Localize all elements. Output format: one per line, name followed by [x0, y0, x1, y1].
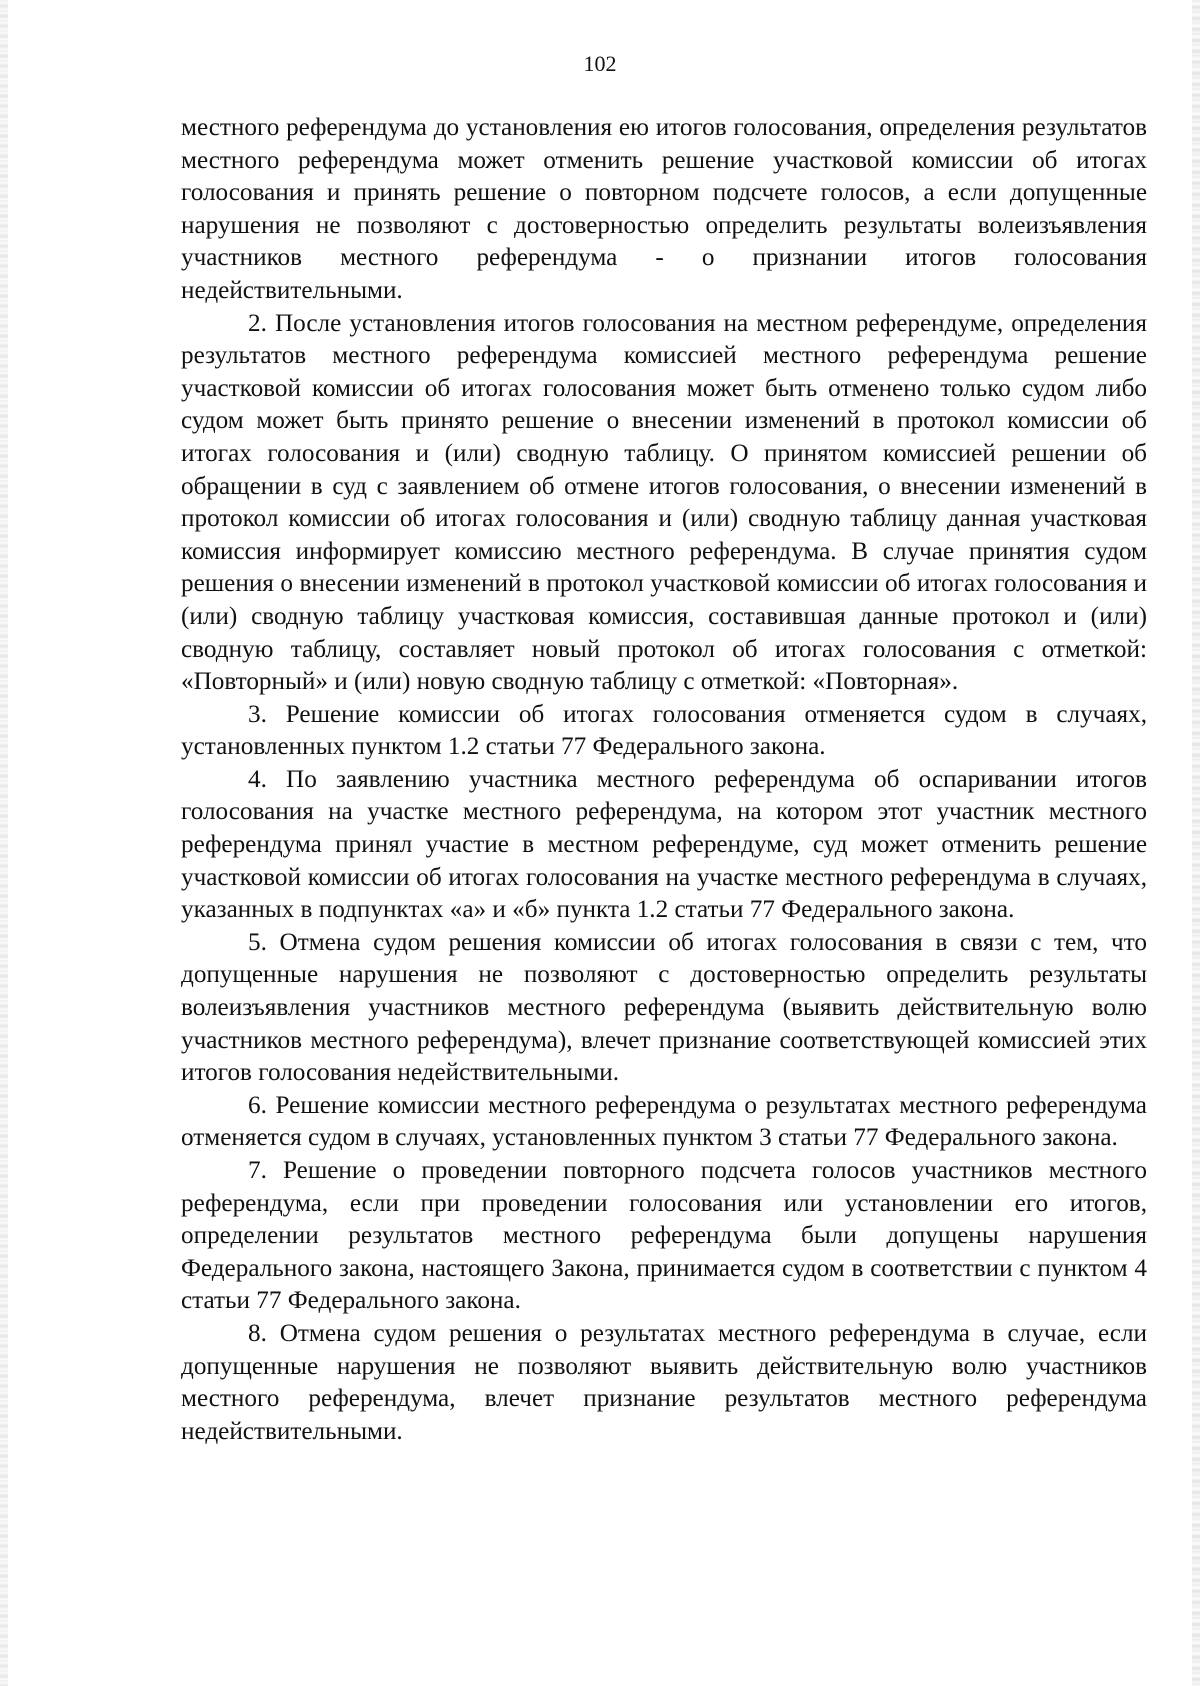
paragraph-continuation: местного референдума до установления ею итогов голосования, определения результатов местного референдума может отменить решение участковой комиссии об итогах голосования и принять решение о повторном подсчете голосов, а если допущенные нарушения не позволяют с достоверностью определить результаты волеизъявления участников местного референдума - о признании итогов голосования недействительными. — [181, 114, 1147, 304]
paragraph-7: 7. Решение о проведении повторного подсчета голосов участников местного референдума, если при проведении голосования или установлении его итогов, определении результатов местного референдума были допущены нарушения Федерального закона, настоящего Закона, принимается судом в соответствии с пунктом 4 статьи 77 Федерального закона. — [181, 1157, 1147, 1315]
paragraph-6: 6. Решение комиссии местного референдума о результатах местного референдума отменяется судом в случаях, установленных пунктом 3 статьи 77 Федерального закона. — [181, 1091, 1147, 1152]
page-number: 102 — [583, 51, 617, 76]
scan-right-edge — [1192, 0, 1200, 1686]
paragraph-5: 5. Отмена судом решения комиссии об итогах голосования в связи с тем, что допущенные нарушения не позволяют с достоверностью определить результаты волеизъявления участников местного референдума (выявить действительную волю участников местного референдума), влечет признание соответствующей комиссией этих итогов голосования недействительными. — [181, 928, 1147, 1087]
paragraph-8: 8. Отмена судом решения о результатах местного референдума в случае, если допущенные нарушения не позволяют выявить действительную волю участников местного референдума, влечет признание результатов местного референдума недействительными. — [181, 1319, 1147, 1445]
paragraph-2: 2. После установления итогов голосования на местном референдуме, определения результатов местного референдума комиссией местного референдума решение участковой комиссии об итогах голосования может быть отменено только судом либо судом может быть принято решение о внесении изменений в протокол комиссии об итогах голосования и (или) сводную таблицу. О принятом комиссией решении об обращении в суд с заявлением об отмене итогов голосования, о внесении изменений в протокол комиссии об итогах голосования и (или) сводную таблицу данная участковая комиссия информирует комиссию местного референдума. В случае принятия судом решения о внесении изменений в протокол участковой комиссии об итогах голосования и (или) сводную таблицу участковая комиссия, составившая данные протокол и (или) сводную таблицу, составляет новый протокол об итогах голосования с отметкой: «Повторный» и (или) новую сводную таблицу с отметкой: «Повторная». — [181, 309, 1147, 696]
document-body — [181, 112, 1147, 1448]
paragraph-4: 4. По заявлению участника местного референдума об оспаривании итогов голосования на участке местного референдума, на котором этот участник местного референдума принял участие в местном референдуме, суд может отменить решение участковой комиссии об итогах голосования на участке местного референдума в случаях, указанных в подпунктах «а» и «б» пункта 1.2 статьи 77 Федерального закона. — [181, 765, 1147, 924]
scan-left-edge — [0, 0, 8, 1686]
paragraph-3: 3. Решение комиссии об итогах голосования отменяется судом в случаях, установленных пунктом 1.2 статьи 77 Федерального закона. — [181, 700, 1147, 761]
